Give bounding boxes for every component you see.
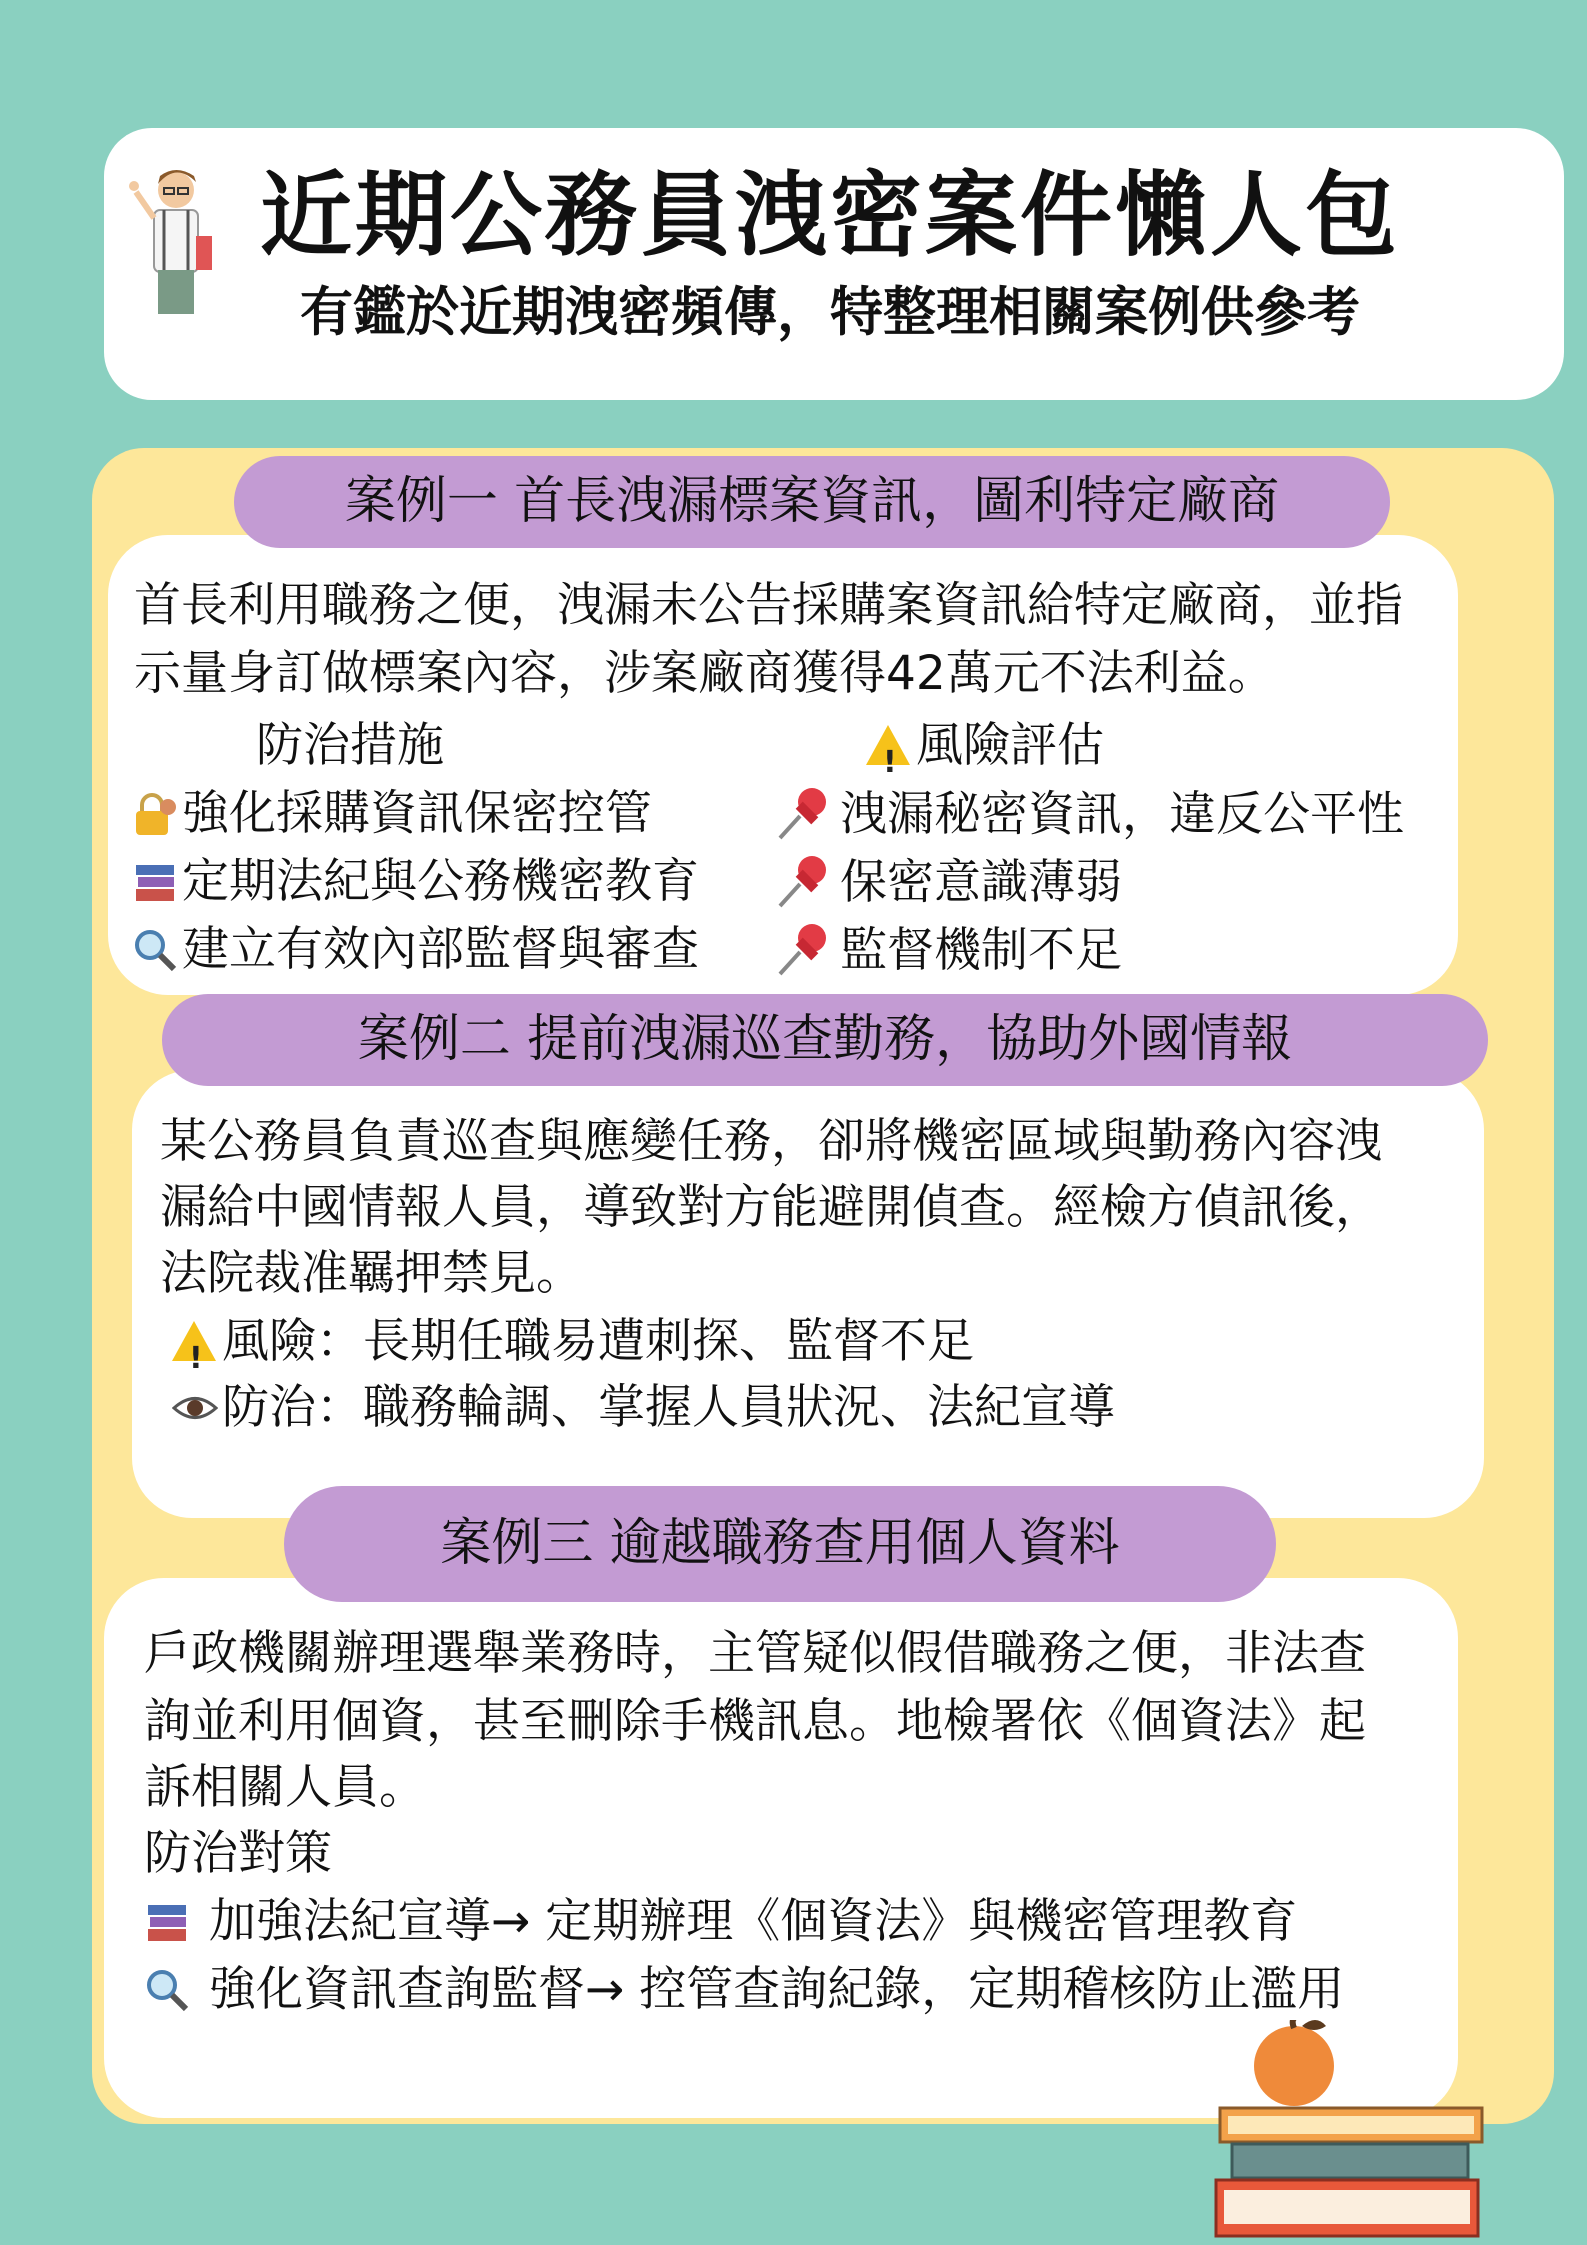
books-icon [132,859,178,905]
case1-prevention-item: 強化採購資訊保密控管 [132,780,652,848]
case2-description-line1: 某公務員負責巡查與應變任務，卻將機密區域與勤務內容洩 [160,1114,1382,1169]
pushpin-icon [772,916,836,980]
magnifier-icon [144,1967,190,2013]
case1-heading: 案例一 首長洩漏標案資訊，圖利特定廠商 [234,456,1390,548]
page-title: 近期公務員洩密案件懶人包 [259,162,1400,269]
case1-risk-item: 保密意識薄弱 [772,848,1122,917]
case3-description-line1: 戶政機關辦理選舉業務時，主管疑似假借職務之便，非法查 [144,1626,1366,1681]
page-subtitle: 有鑑於近期洩密頻傳，特整理相關案例供參考 [300,282,1360,343]
lock-key-icon [132,791,178,837]
case2-description-line3: 法院裁准羈押禁見。 [160,1246,583,1301]
case1-risk-item: 洩漏秘密資訊，違反公平性 [772,780,1404,849]
case1-risk-title: 風險評估 [916,718,1104,773]
pushpin-icon [772,848,836,912]
case1-risk-title-row [866,712,1104,780]
case3-description-line2: 詢並利用個資，甚至刪除手機訊息。地檢署依《個資法》起 [144,1694,1366,1749]
case2-risk-row: !風險：長期任職易遭刺探、監督不足 [172,1308,974,1376]
case1-description-line2: 示量身訂做標案內容，涉案廠商獲得42萬元不法利益。 [134,646,1275,701]
case2-description-line2: 漏給中國情報人員，導致對方能避開偵查。經檢方偵訊後， [160,1180,1382,1235]
case1-prevention-item: 建立有效內部監督與審查 [132,916,699,984]
case3-heading: 案例三 逾越職務查用個人資料 [284,1486,1276,1602]
case1-prevention-title: 防治措施 [256,718,444,773]
case3-countermeasure-item: 強化資訊查詢監督→ 控管查詢紀錄，定期稽核防止濫用 [144,1956,1344,2024]
case3-description-line3: 訴相關人員。 [144,1760,426,1815]
case1-prevention-item: 定期法紀與公務機密教育 [132,848,699,916]
pushpin-icon [772,780,836,844]
warning-icon [172,1321,216,1361]
books-icon [144,1899,190,1945]
eye-icon [172,1385,218,1431]
case1-risk-item: 監督機制不足 [772,916,1122,985]
warning-icon [866,725,910,765]
case1-description-line1: 首長利用職務之便，洩漏未公告採購案資訊給特定廠商，並指 [134,578,1403,633]
case3-countermeasure-title: 防治對策 [144,1826,332,1881]
books-apple-illustration [1210,2020,1490,2240]
case3-countermeasure-item: 加強法紀宣導→ 定期辦理《個資法》與機密管理教育 [144,1888,1297,1956]
case2-heading: 案例二 提前洩漏巡查勤務，協助外國情報 [162,994,1488,1086]
case2-prevention-row: 防治：職務輪調、掌握人員狀況、法紀宣導 [172,1374,1115,1442]
magnifier-icon [132,927,178,973]
